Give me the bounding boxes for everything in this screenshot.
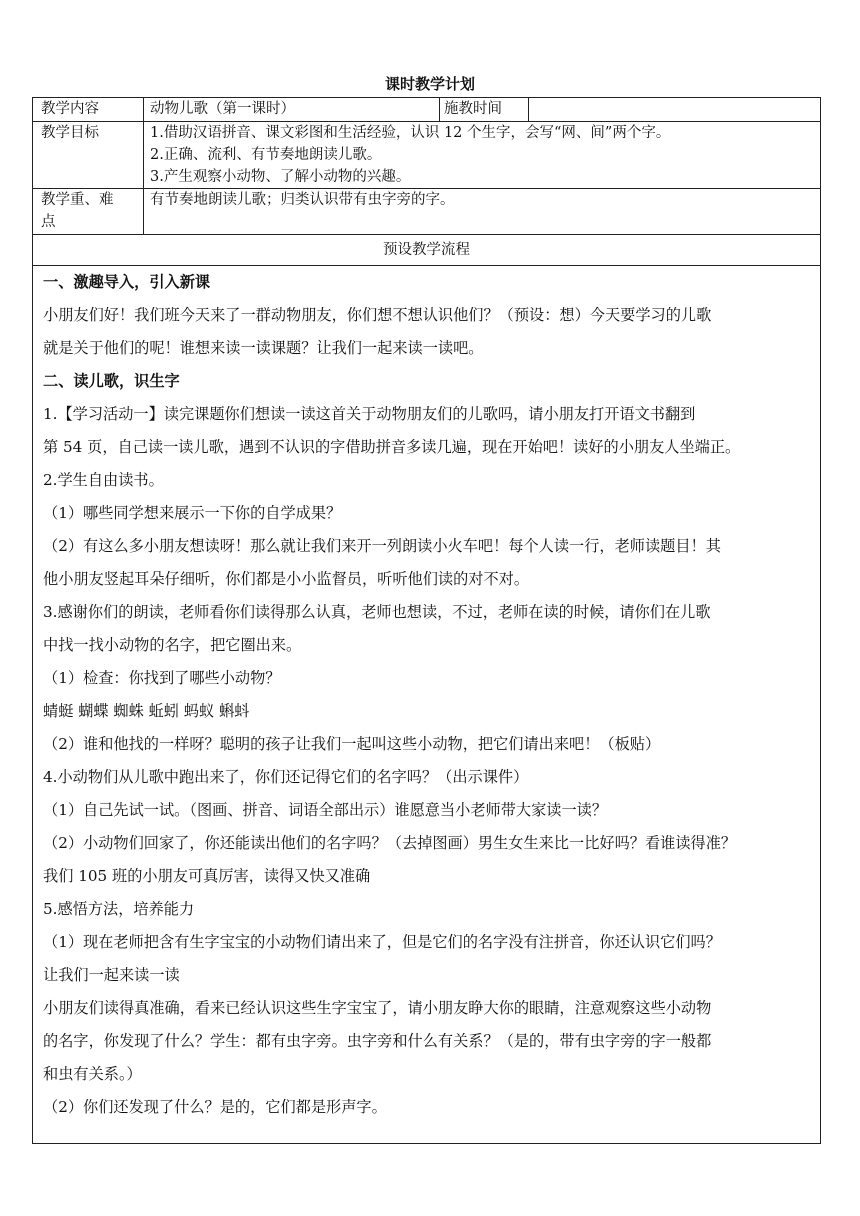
time-value [529,98,821,122]
objective-item: 3.产生观察小动物、了解小动物的兴趣。 [150,169,411,185]
flow-paragraph: 我们 105 班的小朋友可真厉害，读得又快又准确 [43,867,371,885]
flow-header: 预设教学流程 [33,235,821,266]
flow-paragraph: 第 54 页，自己读一读儿歌，遇到不认识的字借助拼音多读几遍，现在开始吧！读好的小朋友人坐端正。 [43,438,741,456]
lesson-plan-table [32,97,821,1144]
flow-paragraph: 5.感悟方法，培养能力 [43,900,195,918]
key-points-label-line1: 教学重、难 [41,192,114,208]
flow-paragraph: 蜻蜓 蝴蝶 蜘蛛 蚯蚓 蚂蚁 蝌蚪 [43,702,250,720]
flow-paragraph: 小朋友们好！我们班今天来了一群动物朋友，你们想不想认识他们？（预设：想）今天要学习的儿歌 [43,306,712,324]
key-points-value: 有节奏地朗读儿歌；归类认识带有虫字旁的字。 [144,189,821,235]
objectives-label: 教学目标 [33,122,144,189]
row-content [33,98,821,122]
flow-paragraph: （1）自己先试一试。（图画、拼音、词语全部出示）谁愿意当小老师带大家读一读？ [43,801,608,819]
key-points-label-line2: 点 [41,214,56,230]
flow-paragraph: 1.【学习活动一】读完课题你们想读一读这首关于动物朋友们的儿歌吗，请小朋友打开语文书翻到 [43,405,696,423]
flow-paragraph: （2）你们还发现了什么？是的，它们都是形声字。 [43,1098,387,1116]
objective-item: 2.正确、流利、有节奏地朗读儿歌。 [150,147,382,163]
content-value: 动物儿歌（第一课时） [144,98,440,122]
flow-paragraph: 2.学生自由读书。 [43,471,164,489]
time-label: 施教时间 [440,98,529,122]
row-flow [33,266,821,1144]
flow-paragraph: 小朋友们读得真准确，看来已经认识这些生字宝宝了，请小朋友睁大你的眼睛，注意观察这些小动物 [43,999,712,1017]
objectives-cell [144,122,821,189]
flow-paragraph: 他小朋友竖起耳朵仔细听，你们都是小小监督员，听听他们读的对不对。 [43,570,529,588]
flow-paragraph: （2）有这么多小朋友想读呀！那么就让我们来开一列朗读小火车吧！每个人读一行，老师读题目！其 [43,537,721,555]
flow-paragraph: （2）小动物们回家了，你还能读出他们的名字吗？（去掉图画）男生女生来比一比好吗？看谁读得准？ [43,834,737,852]
flow-paragraph: 就是关于他们的呢！谁想来读一读课题？让我们一起来读一读吧。 [43,339,484,357]
section-heading: 一、激趣导入，引入新课 [43,273,211,291]
objective-item: 1.借助汉语拼音、课文彩图和生活经验，认识 12 个生字，会写“网、间”两个字。 [150,125,671,141]
flow-paragraph: 4.小动物们从儿歌中跑出来了，你们还记得它们的名字吗？（出示课件） [43,768,529,786]
key-points-label [33,189,144,235]
flow-paragraph: 3.感谢你们的朗读，老师看你们读得那么认真，老师也想读，不过，老师在读的时候，请你们在儿歌 [43,603,711,621]
flow-paragraph: 中找一找小动物的名字，把它圈出来。 [43,636,302,654]
flow-paragraph: （2）谁和他找的一样呀？聪明的孩子让我们一起叫这些小动物，把它们请出来吧！（板贴） [43,735,661,753]
row-key-points [33,189,821,235]
flow-paragraph: （1）哪些同学想来展示一下你的自学成果？ [43,504,342,522]
flow-paragraph: （1）检查：你找到了哪些小动物？ [43,669,281,687]
content-label: 教学内容 [33,98,144,122]
row-flow-header [33,235,821,266]
flow-paragraph: 的名字，你发现了什么？学生：都有虫字旁。虫字旁和什么有关系？（是的，带有虫字旁的字一般都 [43,1032,712,1050]
row-objectives [33,122,821,189]
page-title: 课时教学计划 [384,75,475,93]
flow-content [33,266,821,1144]
section-heading: 二、读儿歌，识生字 [43,372,180,390]
flow-paragraph: （1）现在老师把含有生字宝宝的小动物们请出来了，但是它们的名字没有注拼音，你还认识它们吗？ [43,933,721,951]
flow-paragraph: 和虫有关系。） [43,1065,142,1083]
flow-paragraph: 让我们一起来读一读 [43,966,180,984]
